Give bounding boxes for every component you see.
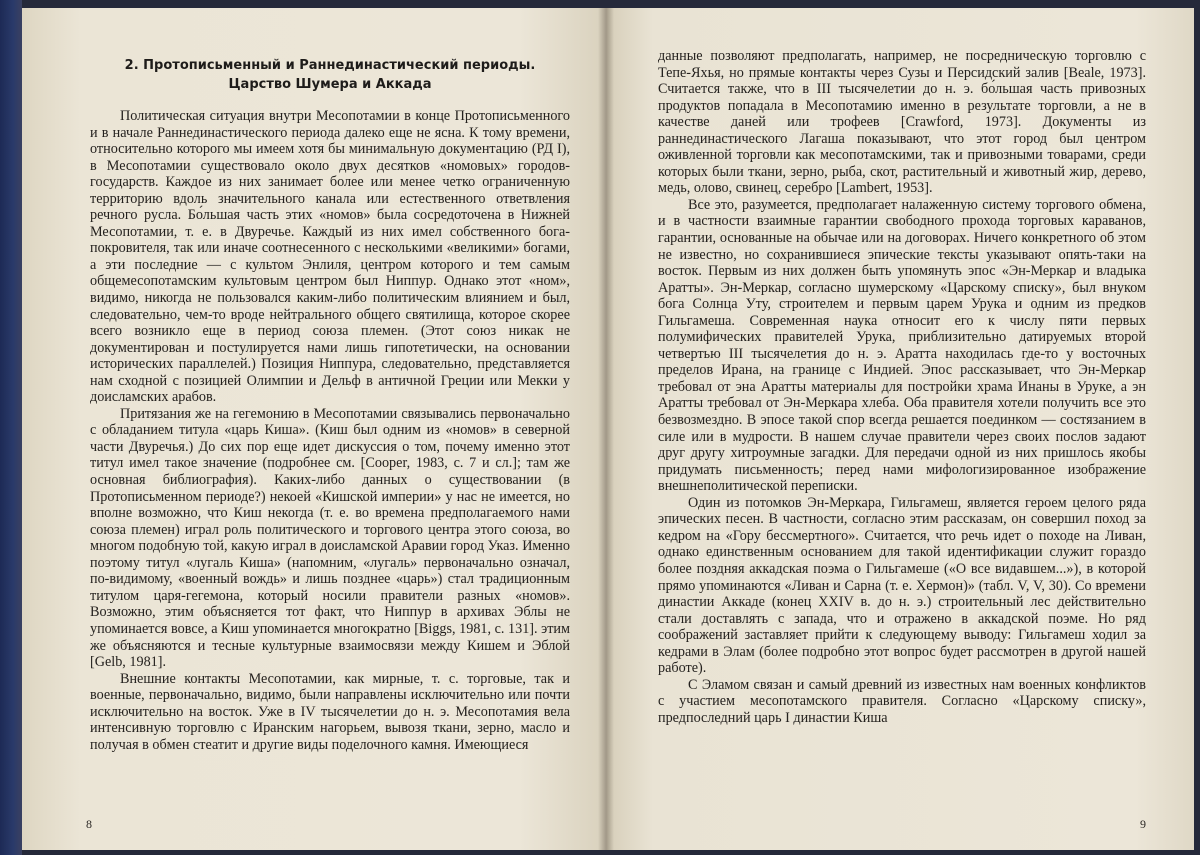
heading-line-1: 2. Протописьменный и Раннединастический периоды.: [124, 58, 536, 73]
page-number-right: 9: [1140, 817, 1146, 831]
page-number-left: 8: [86, 817, 92, 831]
paragraph: Один из потомков Эн-Меркара, Гильгамеш, является героем целого ряда эпических песен. В частности, согласно этим рассказам, он совершил поход за кедром на «Гору бессмертного». Считается, что речь идет о походе на Ливан, однако единственным основанием для такой идентификации служит гораздо более поздняя аккадская поэма о Гильгамеше («О все видавшем...»), в которой прямо упоминаются «Ливан и Сарна (т. е. Хермон)» (табл. V, V, 30). Со времени династии Аккаде (конец XXIV в. до н. э.) строительный лес действительно стали доставлять с запада, что и отражено в аккадской поэме. Но ряд соображений заставляет прийти к следующему выводу: Гильгамеш ходил за кедрами в Элам (более подробно этот вопрос будет рассмотрен в другой нашей работе).: [658, 494, 1146, 677]
paragraph: Внешние контакты Месопотамии, как мирные, т. с. торговые, так и военные, первоначально, видимо, были направлены исключительно или почти исключительно на восток. Уже в IV тысячелетии до н. э. Месопотамия вела интенсивную торговлю с Иранским нагорьем, вывозя ткани, зерно, масло и получая в обмен стеатит и другие виды поделочного камня. Имеющиеся: [90, 670, 570, 753]
section-heading: [90, 56, 570, 94]
book-cover-edge: [0, 0, 22, 855]
paragraph: Все это, разумеется, предполагает налаженную систему торгового обмена, и в частности взаимные гарантии свободного прохода торговых караванов, гарантии, основанные на обычае или на договорах. Ничего конкретного об этом не известно, но сохранившиеся эпические тексты указывают опять-таки на восток. Первым из них должен быть упомянуть эпос «Эн-Меркар и владыка Аратты». Эн-Меркар, согласно шумерскому «Царскому списку», был внуком бога Солнца Уту, строителем и первым царем Урука и одним из предков Гильгамеша. Современная наука относит его к числу пяти первых полумифических правителей Урука, приблизительно датируемых второй четвертью III тысячелетия до н. э. Аратта находилась где-то у восточных пределов Ирана, на границе с Индией. Эпос рассказывает, что Эн-Меркар требовал от эна Аратты материалы для постройки храма Инаны в Уруке, а эн Аратты требовал от Эн-Меркара хлеба. Оба правителя хотели получить все это безвозмездно. В эпосе такой спор всегда решается поединком — состязанием в силе или в мудрости. В нашем случае правители через своих послов задают друг другу хитроумные загадки. Для передачи одной из них пришлось якобы придумать письменность; перед нами мифологизированное изображение внешнеполитической переписки.: [658, 196, 1146, 495]
left-page-body: [90, 108, 570, 753]
paragraph: Политическая ситуация внутри Месопотамии в конце Протописьменного и в начале Раннединастического периода далеко еще не ясна. К тому времени, относительно которого мы имеем хотя бы минимальную документацию (РД I), в Месопотамии существовало около двух десятков «номовых» городов-государств. Каждое из них занимает более или менее четко ограниченную территорию вдоль значительного канала или естественного ответвления речного русла. Бо́льшая часть этих «номов» была сосредоточена в Нижней Месопотамии, т. е. в Двуречье. Каждый из них имел собственного бога-покровителя, так или иначе соотнесенного с несколькими «великими» богами, а эти последние — с культом Энлиля, центром которого и тем самым общемесопотамским культовым центром был Ниппур. Однако этот «ном», видимо, никогда не пользовался каким-либо политическим влиянием и был, следовательно, чем-то вроде нейтрального общего святилища, которое скорее всего возникло еще в период союза племен. (Этот союз никак не документирован и постулируется нами лишь гипотетически, на основании исторических параллелей.) Позиция Ниппура, следовательно, представляется нам сходной с позицией Олимпии и Дельф в античной Греции или Мекки у доисламских арабов.: [90, 108, 570, 406]
left-page: [22, 8, 606, 850]
paragraph: С Эламом связан и самый древний из известных нам военных конфликтов с участием месопотамского правителя. Согласно «Царскому списку», предпоследний царь I династии Киша: [658, 676, 1146, 726]
book-gutter: [598, 8, 614, 850]
right-page-body: [658, 48, 1146, 726]
paragraph-continuation: данные позволяют предполагать, например, не посредническую торговлю с Тепе-Яхья, но прямые контакты через Сузы и Персидский залив [Beale, 1973]. Считается также, что в III тысячелетии до н. э. бо́льшая часть привозных продуктов попадала в Месопотамию именно в результате торговли, а не в качестве даней или трофеев [Crawford, 1973]. Документы из раннединастического Лагаша показывают, что этот город был центром оживленной торговли как месопотамскими, так и привозными товарами, среди которых были ткани, зерно, рыба, скот, растительный и животный жир, дерево, медь, олово, свинец, серебро [Lambert, 1953].: [658, 48, 1146, 197]
right-page: [606, 8, 1194, 850]
heading-line-2: Царство Шумера и Аккада: [228, 77, 432, 92]
paragraph: Притязания же на гегемонию в Месопотамии связывались первоначально с обладанием титула «царь Киша». (Киш был одним из «номов» в северной части Двуречья.) До сих пор еще идет дискуссия о том, почему именно этот титул имел такое значение (подробнее см. [Cooper, 1983, с. 7 и сл.]; там же основная библиография). Каких-либо данных о существовании (в Протописьменном периоде?) некоей «Кишской империи» у нас не имеется, но вполне возможно, что Киш некогда (т. е. во времена предполагаемого нами союза племен) играл роль политического и торгового центра этого союза, во многом подобную той, какую играл в доисламской Аравии город Указ. Именно поэтому титул «лугаль Киша» (напомним, «лугаль» первоначально означал, по-видимому, «военный вождь» и лишь позднее «царь») стал традиционным титулом царя-гегемона, который носили правители разных «номов». Возможно, этим объясняется тот факт, что Ниппур в архивах Эблы не упоминается вовсе, а Киш упоминается многократно [Biggs, 1981, с. 131]. этим же объясняются и тесные культурные взаимосвязи между Кишем и Эблой [Gelb, 1981].: [90, 405, 570, 671]
